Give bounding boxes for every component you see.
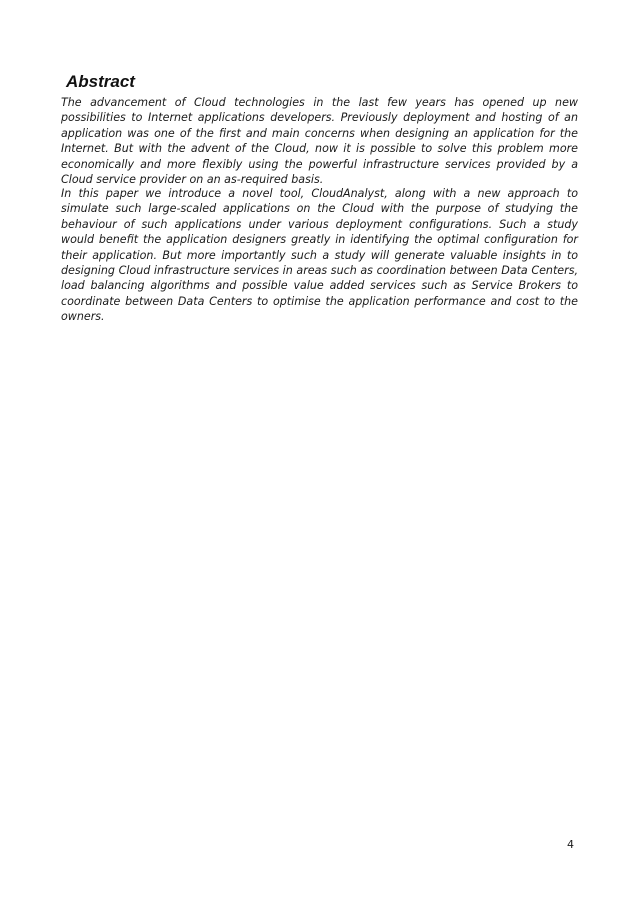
abstract-heading: Abstract (66, 72, 135, 91)
abstract-paragraph-1: The advancement of Cloud technologies in the last few years has opened up new possibilities to Internet applications developers. Previously deployment and hosting of an application was one of the first and main concerns when designing an application for the Internet. But with the advent of the Cloud, now it is possible to solve this problem more economically and more flexibly using the powerful infrastructure services provided by a Cloud service provider on an as-required basis. (61, 96, 578, 187)
abstract-paragraph-2: In this paper we introduce a novel tool, CloudAnalyst, along with a new approach to simulate such large-scaled applications on the Cloud with the purpose of studying the behaviour of such applications under various deployment configurations. Such a study would benefit the application designers greatly in identifying the optimal configuration for their application. But more importantly such a study will generate valuable insights in to designing Cloud infrastructure services in areas such as coordination between Data Centers, load balancing algorithms and possible value added services such as Service Brokers to coordinate between Data Centers to optimise the application performance and cost to the owners. (61, 187, 578, 324)
page-number: 4 (567, 838, 574, 851)
